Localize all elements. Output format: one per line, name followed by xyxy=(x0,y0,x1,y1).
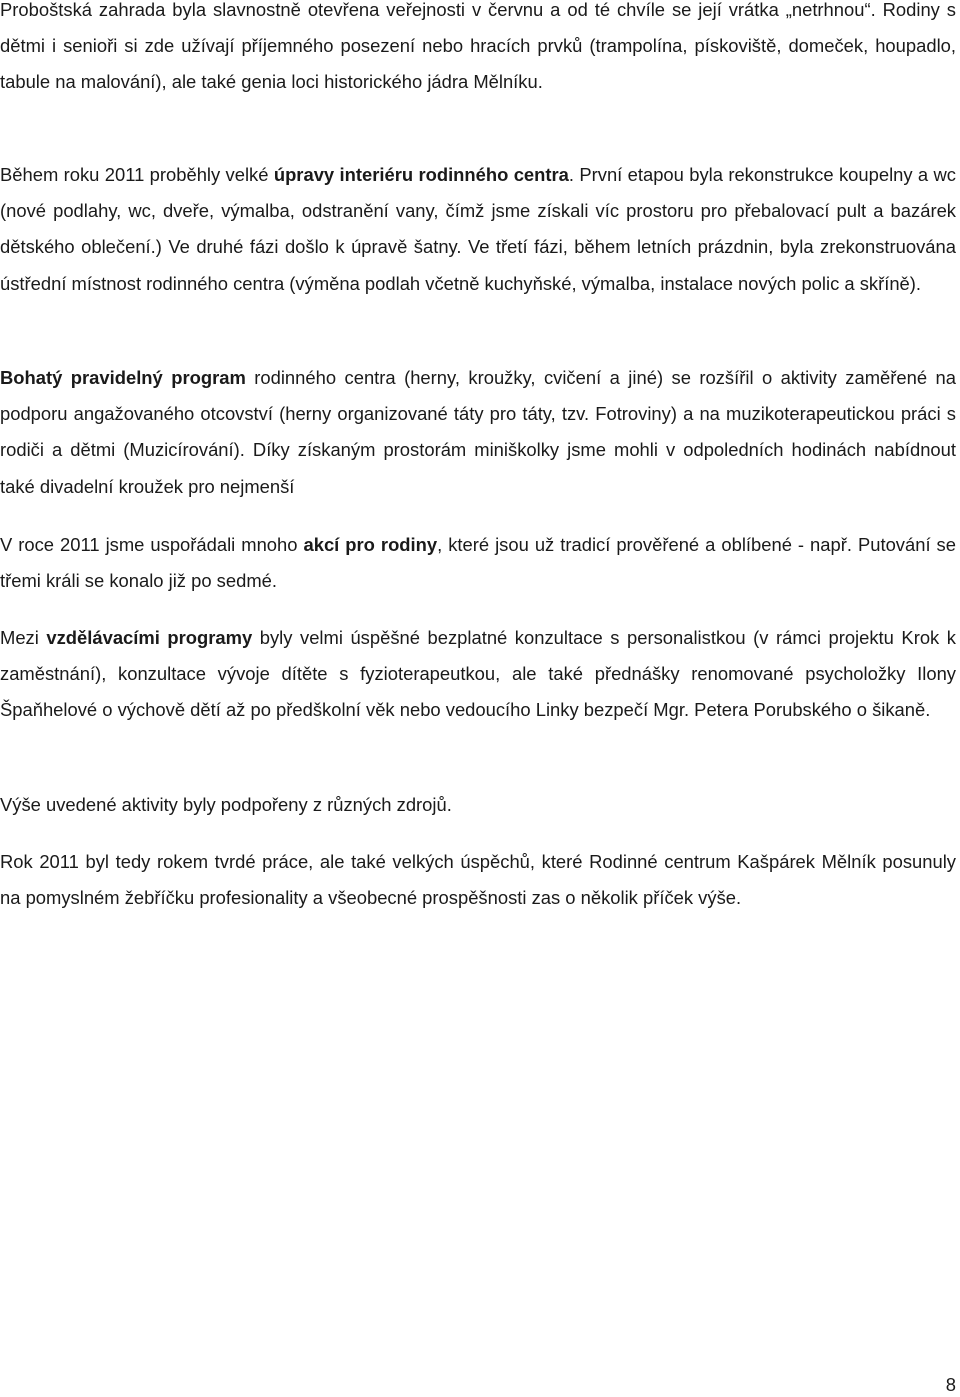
paragraph-text: Proboštská zahrada byla slavnostně otevřena veřejnosti v červnu a od té chvíle se její vrátka „netrhnou“. Rodiny s dětmi i senioři si zde užívají příjemného posezení nebo hracích prvků (trampolína, pískoviště, domeček, houpadlo, tabule na malování), ale také genia loci historického jádra Mělníku. xyxy=(0,0,956,93)
paragraph-education-programs xyxy=(0,620,956,729)
paragraph-regular-program xyxy=(0,360,956,505)
bold-highlight: vzdělávacími programy xyxy=(46,627,253,648)
paragraph-text: rodinného centra (herny, kroužky, cvičení a jiné) se rozšířil o aktivity zaměřené na podporu angažovaného otcovství (herny organizované táty pro táty, tzv. Fotroviny) a na muzikoterapeutickou práci s rodiči a dětmi (Muzicírování). Díky získaným prostorám miniškolky jsme mohli v odpoledních hodinách nabídnout také divadelní kroužek pro nejmenší xyxy=(0,367,956,497)
paragraph-garden-opening xyxy=(0,0,956,101)
page-number: 8 xyxy=(945,1374,956,1395)
paragraph-interior-renovation xyxy=(0,157,956,302)
bold-highlight: úpravy interiéru rodinného centra xyxy=(273,164,569,185)
bold-highlight: Bohatý pravidelný program xyxy=(0,367,246,388)
paragraph-text: , které jsou už tradicí prověřené a oblíbené - např. Putování se třemi králi se konalo již po sedmé. xyxy=(0,534,956,592)
paragraph-text: Během roku 2011 proběhly velké xyxy=(0,164,274,185)
paragraph-funding xyxy=(0,787,956,823)
paragraph-family-events xyxy=(0,527,956,599)
paragraph-text: Rok 2011 byl tedy rokem tvrdé práce, ale také velkých úspěchů, které Rodinné centrum Kašpárek Mělník posunuly na pomyslném žebříčku profesionality a všeobecné prospěšnosti zas o několik příček výše. xyxy=(0,851,956,909)
bold-highlight: akcí pro rodiny xyxy=(303,534,438,555)
paragraph-year-summary xyxy=(0,844,956,916)
paragraph-text: Výše uvedené aktivity byly podpořeny z různých zdrojů. xyxy=(0,794,452,815)
paragraph-text: Mezi xyxy=(0,627,47,648)
paragraph-text: V roce 2011 jsme uspořádali mnoho xyxy=(0,534,304,555)
paragraph-text: . První etapou byla rekonstrukce koupelny a wc (nové podlahy, wc, dveře, výmalba, odstranění vany, čímž jsme získali víc prostoru pro přebalovací pult a bazárek dětského oblečení.) Ve druhé fázi došlo k úpravě šatny. Ve třetí fázi, během letních prázdnin, byla zrekonstruována ústřední místnost rodinného centra (výměna podlah včetně kuchyňské, výmalba, instalace nových polic a skříně). xyxy=(0,164,956,294)
paragraph-text: byly velmi úspěšné bezplatné konzultace s personalistkou (v rámci projektu Krok k zaměstnání), konzultace vývoje dítěte s fyzioterapeutkou, ale také přednášky renomované psycholožky Ilony Špaňhelové o výchově dětí až po předškolní věk nebo vedoucího Linky bezpečí Mgr. Petera Porubského o šikaně. xyxy=(0,627,956,721)
